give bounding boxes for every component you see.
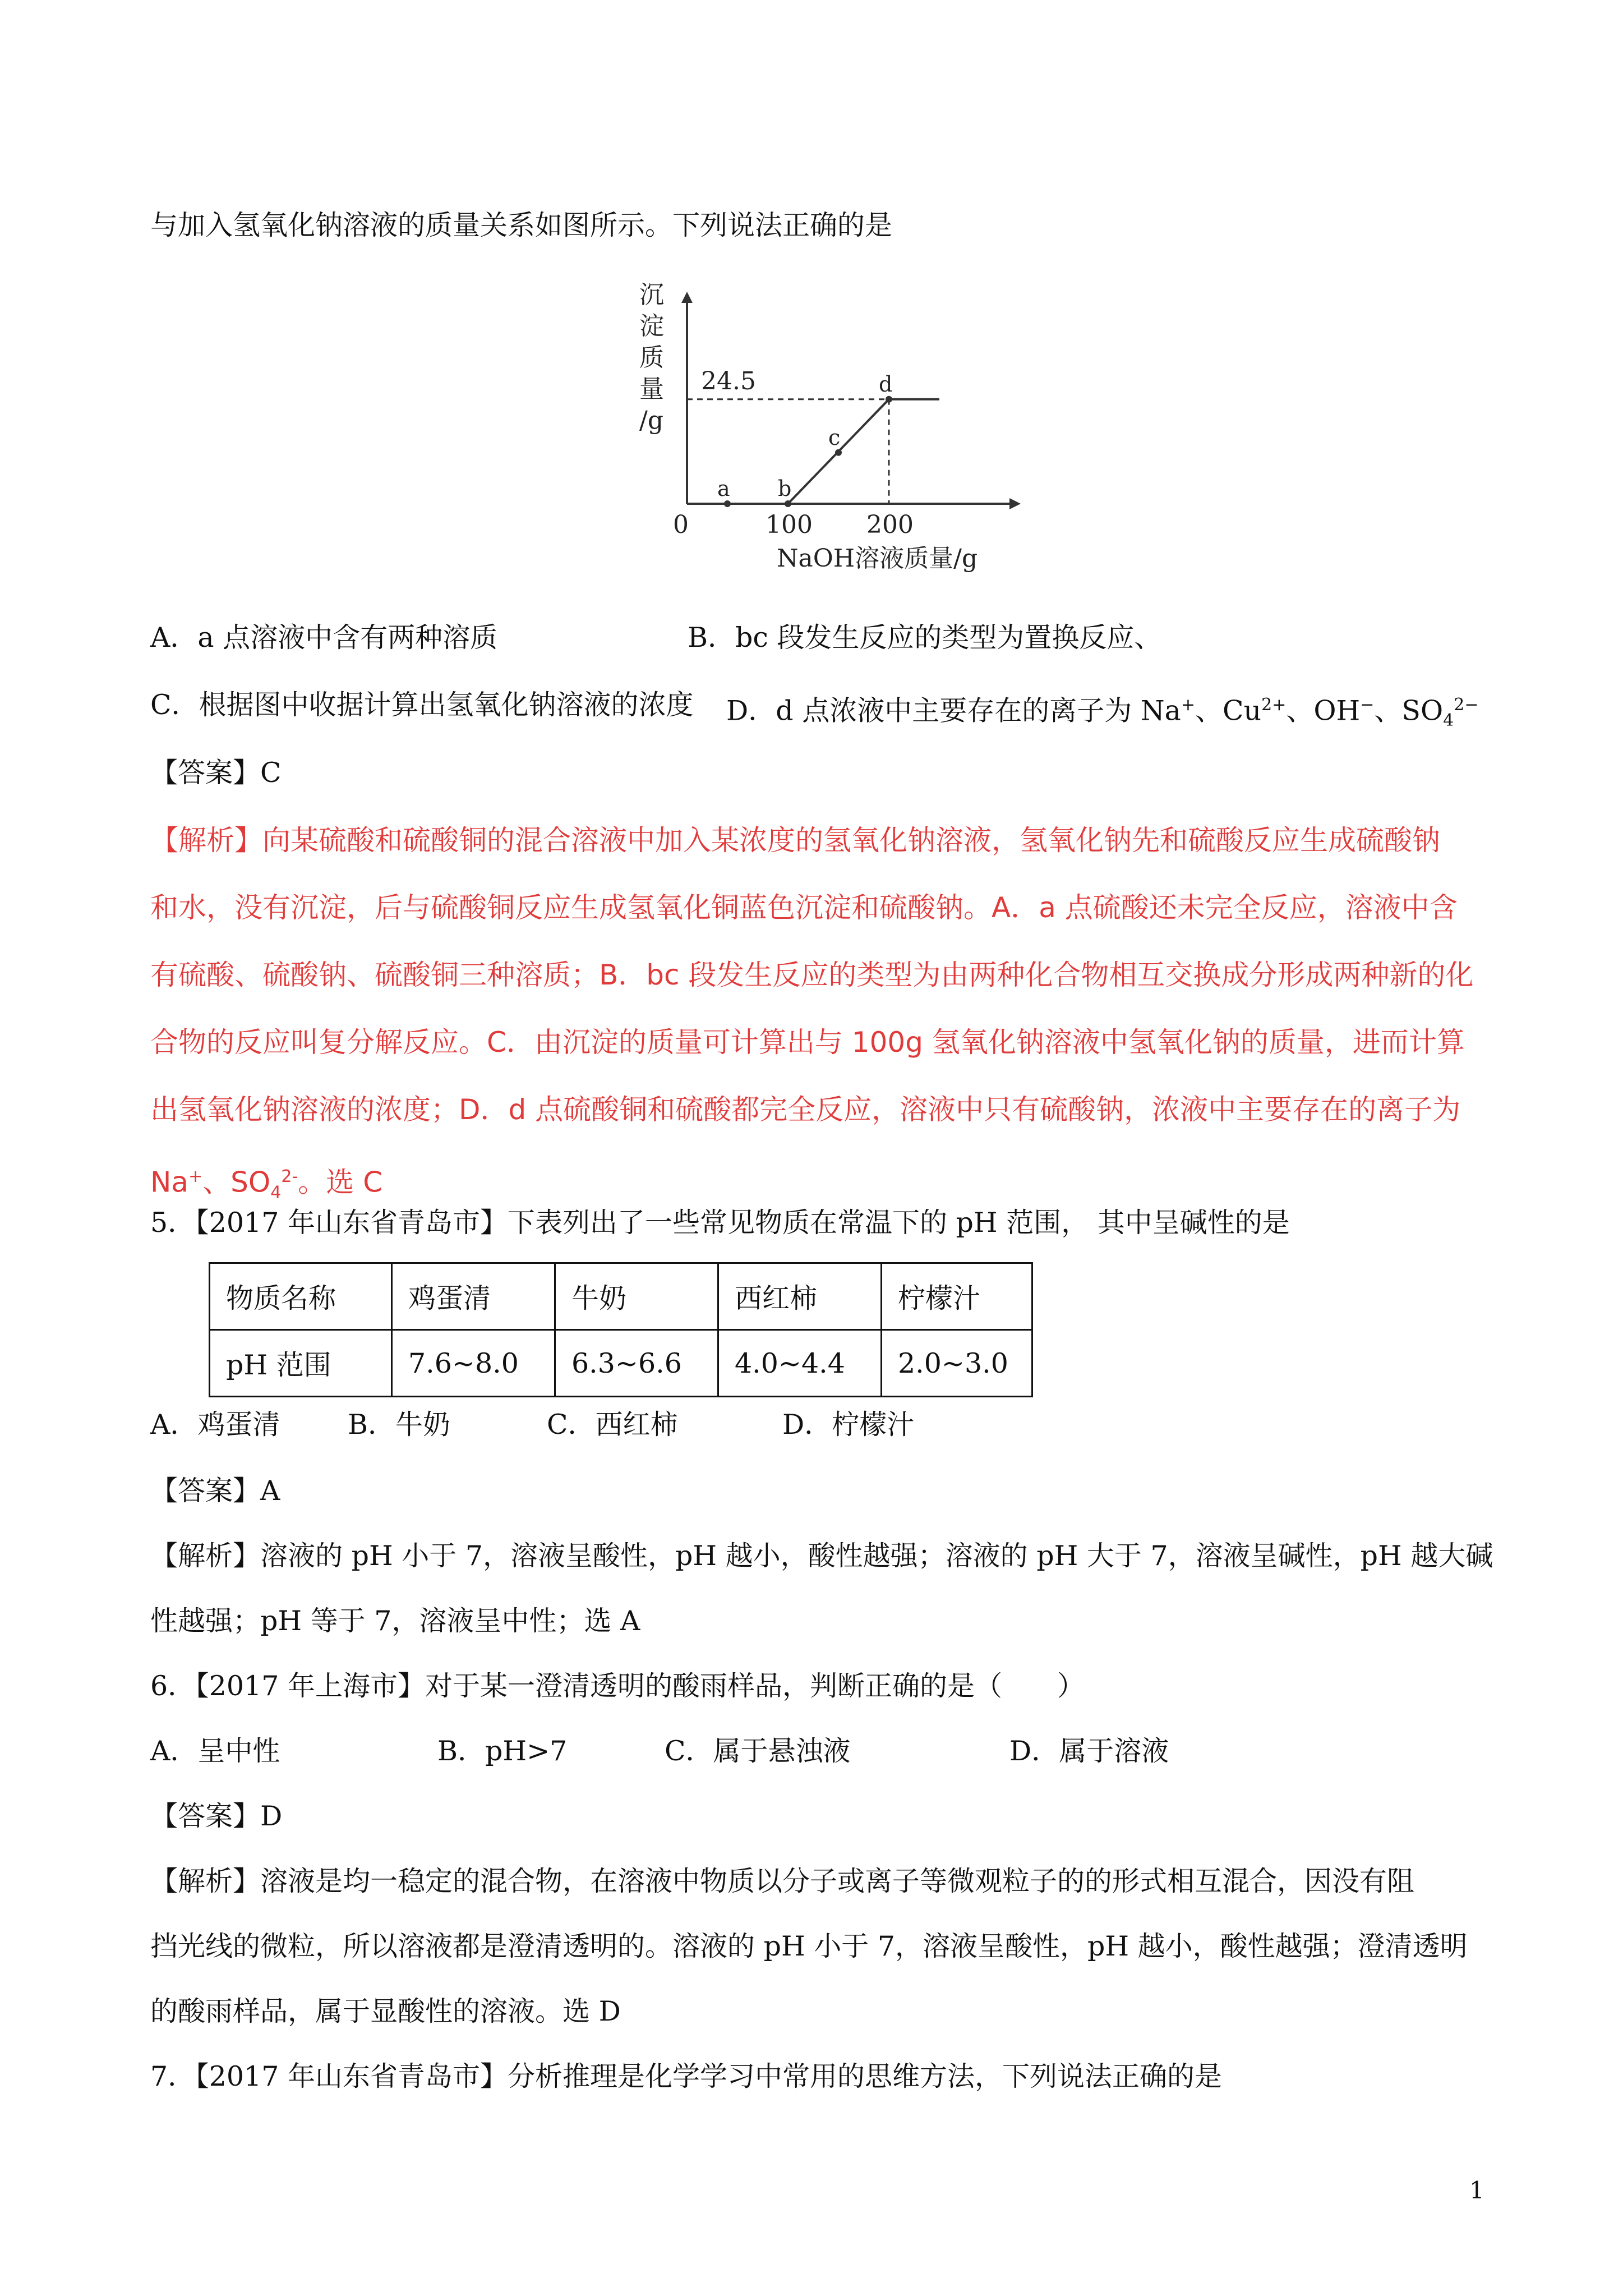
q5-stem: 5．【2017 年山东省青岛市】下表列出了一些常见物质在常温下的 pH 范围， 其中呈碱性的是 (150, 1207, 1290, 1239)
precipitate-mass-chart (628, 269, 1032, 583)
page-number: 1 (1469, 2177, 1484, 2204)
y-axis-label-char: 量 (639, 375, 664, 403)
x-tick-label: 200 (866, 510, 914, 539)
q4-option-d: D．d 点浓液中主要存在的离子为 Na+、$Cu^{2+}$、OH−、$SO_4^{2-}$ (726, 694, 1479, 731)
q6-option-a: A．呈中性 (150, 1735, 280, 1767)
question-intro: 与加入氢氧化钠溶液的质量关系如图所示。下列说法正确的是 (150, 209, 893, 241)
table-cell: 4.0~4.4 (718, 1330, 882, 1397)
y-axis-label-char: 质 (639, 343, 664, 372)
table-cell: 牛奶 (555, 1263, 718, 1330)
q5-analysis-line: 【解析】溶液的 pH 小于 7，溶液呈酸性，pH 越小，酸性越强；溶液的 pH 大于 7，溶液呈碱性，pH 越大碱 (150, 1540, 1493, 1572)
q5-option-a: A．鸡蛋清 (150, 1409, 280, 1441)
y-axis-label-char: 淀 (639, 312, 664, 341)
table-cell: 2.0~3.0 (882, 1330, 1032, 1397)
q5-option-d: D．柠檬汁 (782, 1409, 915, 1441)
q6-analysis-line: 的酸雨样品，属于显酸性的溶液。选 D (150, 1995, 621, 2027)
table-cell: 西红柿 (718, 1263, 882, 1330)
data-point (835, 449, 842, 456)
q4-analysis-line: 【解析】向某硫酸和硫酸铜的混合溶液中加入某浓度的氢氧化钠溶液，氢氧化钠先和硫酸反应生成硫酸钠 (150, 824, 1440, 857)
q6-option-c: C．属于悬浊液 (665, 1735, 851, 1767)
ph-range-table (209, 1262, 1033, 1397)
table-cell: pH 范围 (210, 1330, 392, 1397)
y-axis-label-char: 沉 (639, 280, 664, 309)
q4-analysis-last-line: Na+、$SO_4^{2-}$。选 C (150, 1166, 383, 1203)
q5-option-c: C．西红柿 (547, 1409, 678, 1441)
q4-analysis-line: 出氢氧化钠溶液的浓度；D．d 点硫酸铜和硫酸都完全反应，溶液中只有硫酸钠，浓液中主要存在的离子为 (150, 1093, 1461, 1126)
q6-answer: 【答案】D (150, 1800, 283, 1832)
q4-option-a: A．a 点溶液中含有两种溶质 (150, 622, 498, 654)
table-cell: 柠檬汁 (882, 1263, 1032, 1330)
q5-answer: 【答案】A (150, 1475, 280, 1507)
x-tick-label: 100 (766, 510, 813, 539)
table-cell: 7.6~8.0 (392, 1330, 555, 1397)
q5-option-b: B．牛奶 (348, 1409, 451, 1441)
data-point (785, 500, 791, 507)
q6-stem: 6．【2017 年上海市】对于某一澄清透明的酸雨样品，判断正确的是（ ） (150, 1670, 1085, 1702)
y-tick-label: 24.5 (701, 366, 756, 395)
x-axis-label: NaOH溶液质量/g (777, 544, 978, 573)
data-point (886, 396, 892, 403)
q5-analysis-line: 性越强；pH 等于 7，溶液呈中性；选 A (150, 1605, 640, 1637)
q4-analysis-line: 合物的反应叫复分解反应。C．由沉淀的质量可计算出与 100g 氢氧化钠溶液中氢氧化钠的质量，进而计算 (150, 1026, 1465, 1059)
point-label: a (717, 476, 730, 501)
q7-stem: 7．【2017 年山东省青岛市】分析推理是化学学习中常用的思维方法，下列说法正确的是 (150, 2060, 1222, 2092)
y-axis-arrow (681, 292, 693, 303)
data-point (724, 500, 731, 507)
y-axis-label (639, 280, 664, 435)
point-label: c (828, 425, 841, 450)
table-row (210, 1330, 1032, 1397)
q6-analysis-line: 【解析】溶液是均一稳定的混合物，在溶液中物质以分子或离子等微观粒子的的形式相互混合，因没有阻 (150, 1865, 1415, 1897)
table-header-row (210, 1263, 1032, 1330)
origin-label: 0 (673, 510, 689, 539)
q4-option-c: C．根据图中收据计算出氢氧化钠溶液的浓度 (150, 689, 694, 721)
q4-option-b: B．bc 段发生反应的类型为置换反应、 (688, 622, 1162, 654)
point-label: b (778, 476, 792, 501)
y-axis-label-char: /g (639, 406, 663, 435)
q4-analysis-line: 和水，没有沉淀，后与硫酸铜反应生成氢氧化铜蓝色沉淀和硫酸钠。A．a 点硫酸还未完全反应，溶液中含 (150, 891, 1458, 924)
q4-answer: 【答案】C (150, 757, 282, 789)
q4-analysis-line: 有硫酸、硫酸钠、硫酸铜三种溶质；B．bc 段发生反应的类型为由两种化合物相互交换成分形成两种新的化 (150, 959, 1474, 991)
q6-option-d: D．属于溶液 (1009, 1735, 1169, 1767)
x-axis-arrow (1009, 498, 1021, 509)
q6-analysis-line: 挡光线的微粒，所以溶液都是澄清透明的。溶液的 pH 小于 7，溶液呈酸性，pH 越小，酸性越强；澄清透明 (150, 1930, 1468, 1962)
table-cell: 物质名称 (210, 1263, 392, 1330)
table-cell: 鸡蛋清 (392, 1263, 555, 1330)
table-cell: 6.3~6.6 (555, 1330, 718, 1397)
q6-option-b: B．pH>7 (437, 1735, 568, 1767)
point-label: d (879, 371, 893, 397)
